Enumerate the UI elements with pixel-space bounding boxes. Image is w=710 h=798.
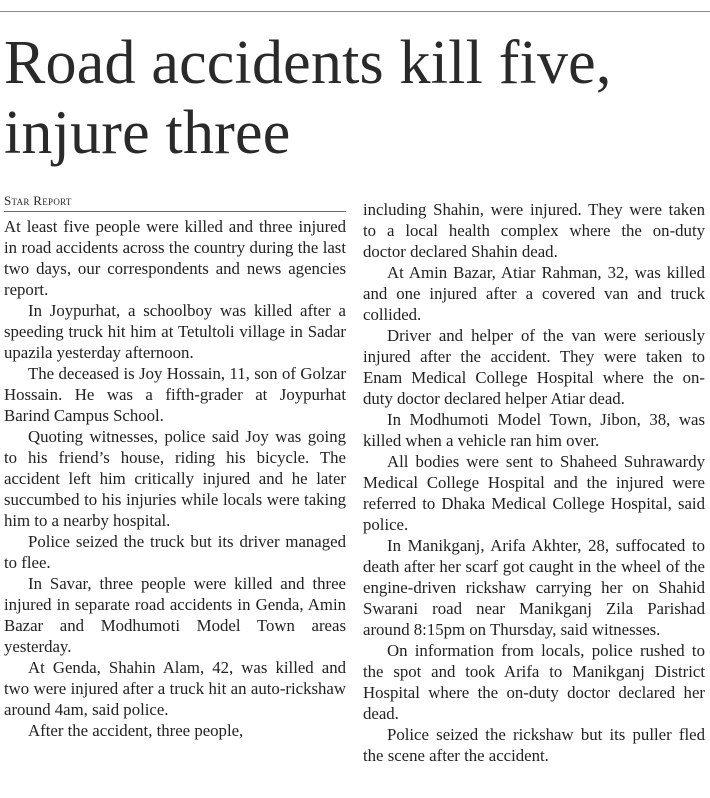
paragraph: In Manikganj, Arifa Akhter, 28, suffocated to death after her scarf got caught in the wheel of the engine-driven rickshaw carrying her on Shahid Swarani road near Manikganj Zila Parishad around 8:15pm on Thursday, said witnesses. (363, 536, 705, 639)
paragraph: At Genda, Shahin Alam, 42, was killed and two were injured after a truck hit an auto-rickshaw around 4am, said police. (4, 658, 346, 719)
paragraph: After the accident, three people, (28, 721, 244, 740)
paragraph: including Shahin, were injured. They were taken to a local health complex where the on-duty doctor declared Shahin dead. (363, 200, 705, 261)
paragraph: In Joypurhat, a schoolboy was killed after a speeding truck hit him at Tetultoli village in Sadar upazila yesterday afternoon. (4, 301, 346, 362)
paragraph: Police seized the rickshaw but its puller fled the scene after the accident. (363, 725, 705, 765)
paragraph: On information from locals, police rushed to the spot and took Arifa to Manikganj District Hospital where the on-duty doctor declared her dead. (363, 641, 705, 723)
paragraph: Police seized the truck but its driver managed to flee. (4, 532, 346, 572)
paragraph: In Modhumoti Model Town, Jibon, 38, was killed when a vehicle ran him over. (363, 410, 705, 450)
paragraph: The deceased is Joy Hossain, 11, son of Golzar Hossain. He was a fifth-grader at Joypurhat Barind Campus School. (4, 364, 346, 425)
top-divider (0, 11, 710, 12)
article-column-right (363, 199, 705, 766)
paragraph: Quoting witnesses, police said Joy was going to his friend’s house, riding his bicycle. The accident left him critically injured and he later succumbed to his injuries while locals were taking him to a nearby hospital. (4, 427, 346, 530)
article-column-left (4, 188, 346, 741)
byline-container (4, 188, 346, 216)
paragraph: All bodies were sent to Shaheed Suhrawardy Medical College Hospital and the injured were referred to Dhaka Medical College Hospital, said police. (363, 452, 705, 534)
paragraph: At Amin Bazar, Atiar Rahman, 32, was killed and one injured after a covered van and truck collided. (363, 263, 705, 324)
byline: Star Report (4, 193, 346, 212)
paragraph: Driver and helper of the van were seriously injured after the accident. They were taken to Enam Medical College Hospital where the on-duty doctor declared helper Atiar dead. (363, 326, 705, 408)
paragraph: In Savar, three people were killed and three injured in separate road accidents in Genda, Amin Bazar and Modhumoti Model Town areas yesterday. (4, 574, 346, 656)
paragraph: At least five people were killed and three injured in road accidents across the country during the last two days, our correspondents and news agencies report. (4, 217, 346, 299)
article-headline: Road accidents kill five, injure three (4, 29, 612, 167)
